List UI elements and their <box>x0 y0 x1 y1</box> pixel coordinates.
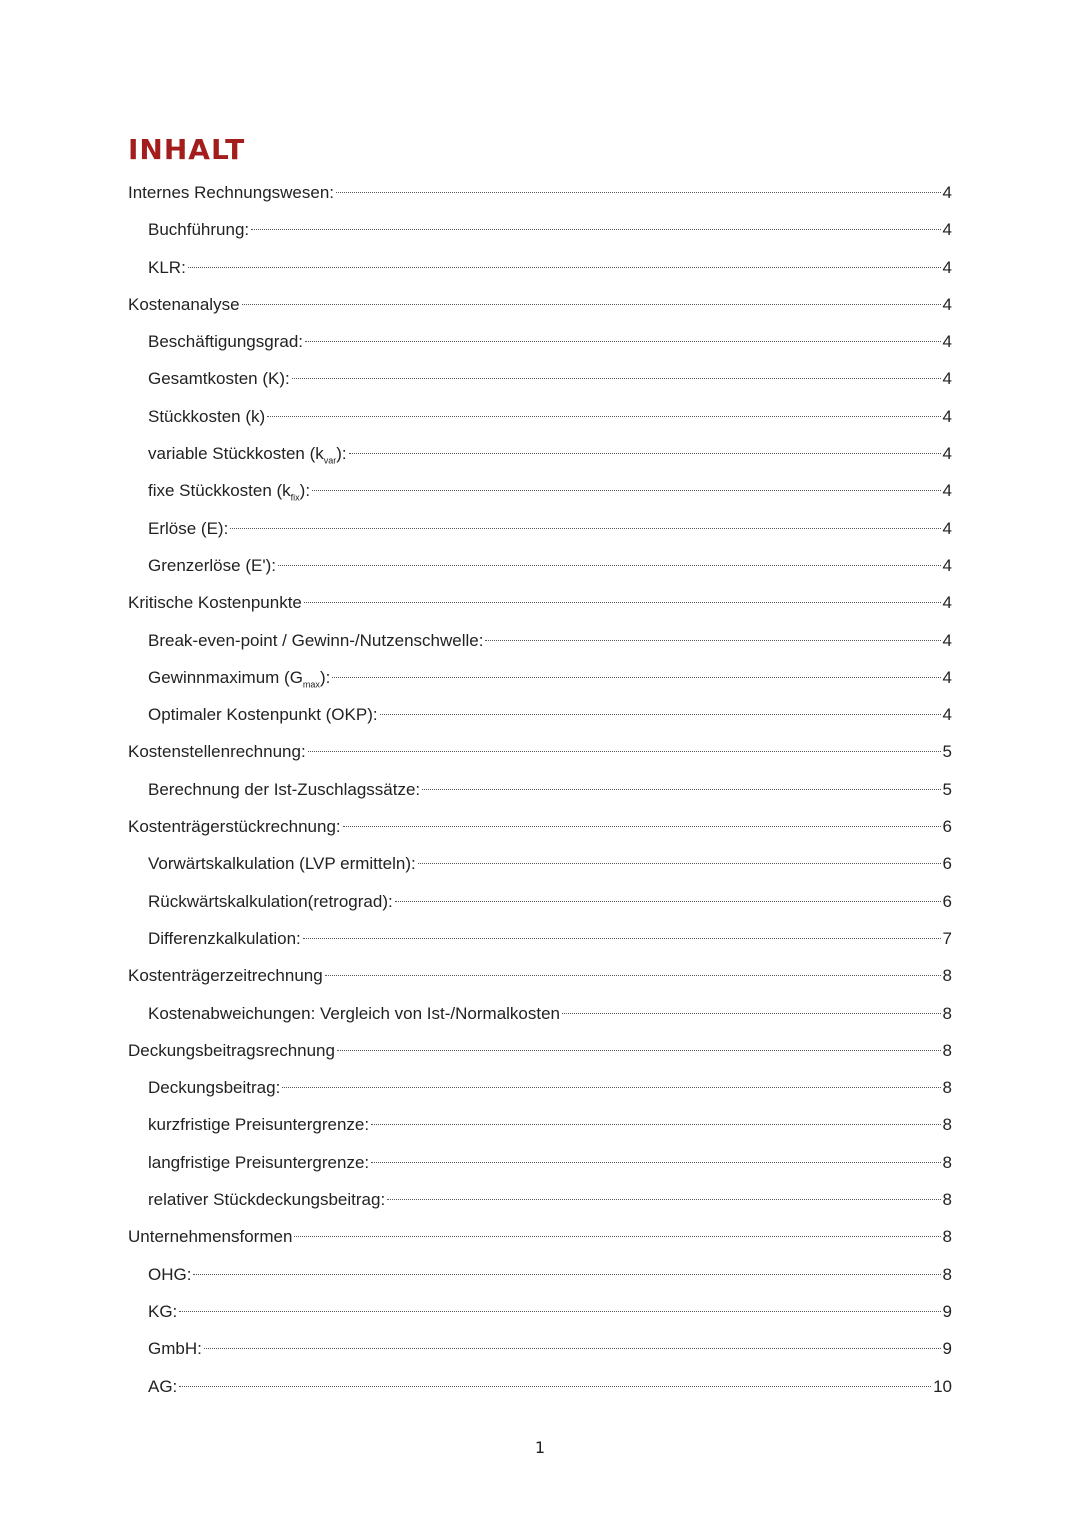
table-of-contents <box>128 174 952 1405</box>
toc-entry-page: 8 <box>942 1152 952 1172</box>
toc-dot-leader <box>267 415 940 417</box>
toc-entry-text: Kostenabweichungen: Vergleich von Ist-/Normalkosten <box>148 1003 561 1023</box>
toc-entry-text: GmbH: <box>148 1339 202 1359</box>
toc-entry-page: 6 <box>942 854 952 874</box>
toc-entry[interactable] <box>128 249 952 286</box>
toc-entry-text: Kostenanalyse <box>128 294 240 314</box>
toc-entry-text: Deckungsbeitragsrechnung <box>128 1040 335 1060</box>
toc-entry[interactable] <box>128 622 952 659</box>
toc-entry-page: 4 <box>942 406 952 426</box>
toc-entry-label <box>148 1181 385 1218</box>
toc-dot-leader <box>418 862 941 864</box>
toc-entry[interactable] <box>128 845 952 882</box>
toc-entry-page: 5 <box>942 779 952 799</box>
toc-entry-label <box>148 1144 369 1181</box>
toc-entry-label <box>148 845 416 882</box>
toc-entry-page: 8 <box>942 1078 952 1098</box>
toc-entry-page: 4 <box>942 667 952 687</box>
toc-entry-text: KLR: <box>148 257 186 277</box>
toc-entry-label <box>148 398 265 435</box>
toc-entry[interactable] <box>128 920 952 957</box>
toc-entry-page: 8 <box>942 966 952 986</box>
toc-entry-text: KG: <box>148 1301 178 1321</box>
toc-entry[interactable] <box>128 1218 952 1255</box>
toc-entry-label <box>148 211 249 248</box>
toc-entry[interactable] <box>128 211 952 248</box>
toc-dot-leader <box>242 303 941 305</box>
toc-dot-leader <box>395 900 941 902</box>
toc-entry-page: 4 <box>942 555 952 575</box>
toc-entry-page: 4 <box>942 369 952 389</box>
toc-entry-page: 8 <box>942 1227 952 1247</box>
toc-entry-label <box>128 957 323 994</box>
toc-entry-text: Unternehmensformen <box>128 1227 293 1247</box>
toc-entry-label <box>148 360 290 397</box>
toc-dot-leader <box>193 1273 940 1275</box>
toc-entry-page: 4 <box>942 481 952 501</box>
toc-entry-page: 4 <box>942 630 952 650</box>
toc-entry-label <box>128 1218 292 1255</box>
toc-entry[interactable] <box>128 323 952 360</box>
toc-entry-label <box>128 733 306 770</box>
toc-entry-label <box>148 1256 191 1293</box>
toc-entry-page: 4 <box>942 444 952 464</box>
toc-entry[interactable] <box>128 1144 952 1181</box>
toc-entry-page: 4 <box>942 518 952 538</box>
toc-entry-label <box>148 249 186 286</box>
toc-entry-subscript: max <box>302 679 320 690</box>
toc-entry[interactable] <box>128 547 952 584</box>
toc-entry-text-tail: ): <box>299 481 311 501</box>
toc-entry-text: Berechnung der Ist-Zuschlagssätze: <box>148 779 421 799</box>
toc-entry-text: relativer Stückdeckungsbeitrag: <box>148 1190 386 1210</box>
toc-entry-text: Differenzkalkulation: <box>148 928 301 948</box>
toc-entry-label <box>128 174 334 211</box>
page-number: 1 <box>534 1438 546 1457</box>
toc-dot-leader <box>230 527 940 529</box>
toc-entry[interactable] <box>128 1368 952 1405</box>
toc-entry[interactable] <box>128 957 952 994</box>
toc-entry-label <box>148 1368 177 1405</box>
toc-entry-text: Deckungsbeitrag: <box>148 1078 281 1098</box>
toc-dot-leader <box>325 974 941 976</box>
toc-dot-leader <box>304 601 941 603</box>
toc-dot-leader <box>312 489 940 491</box>
toc-entry-page: 9 <box>942 1339 952 1359</box>
toc-entry-label <box>148 995 560 1032</box>
toc-entry-label <box>128 286 240 323</box>
toc-entry-text: fixe Stückkosten (k <box>148 481 291 501</box>
toc-entry-label <box>148 883 393 920</box>
toc-entry-page: 4 <box>942 220 952 240</box>
toc-entry[interactable] <box>128 286 952 323</box>
toc-entry-text: OHG: <box>148 1264 192 1284</box>
toc-entry-text: Rückwärtskalkulation(retrograd): <box>148 891 393 911</box>
toc-dot-leader <box>562 1012 941 1014</box>
toc-entry-page: 5 <box>942 742 952 762</box>
toc-entry-page: 6 <box>942 891 952 911</box>
toc-entry-page: 8 <box>942 1190 952 1210</box>
toc-entry-page: 8 <box>942 1003 952 1023</box>
toc-entry[interactable] <box>128 696 952 733</box>
toc-dot-leader <box>251 228 940 230</box>
toc-entry-page: 4 <box>942 294 952 314</box>
toc-entry-label <box>148 696 378 733</box>
toc-entry-page: 4 <box>942 705 952 725</box>
toc-entry-page: 9 <box>942 1301 952 1321</box>
toc-dot-leader <box>282 1086 940 1088</box>
toc-entry-page: 6 <box>942 817 952 837</box>
toc-entry[interactable] <box>128 1181 952 1218</box>
toc-entry-text: Stückkosten (k) <box>148 406 266 426</box>
toc-dot-leader <box>179 1310 940 1312</box>
toc-entry[interactable] <box>128 883 952 920</box>
toc-entry-text: Kostenträgerzeitrechnung <box>128 966 323 986</box>
toc-entry-text: Erlöse (E): <box>148 518 229 538</box>
toc-entry-text: Beschäftigungsgrad: <box>148 332 303 352</box>
toc-entry-text: Break-even-point / Gewinn-/Nutzenschwelle: <box>148 630 484 650</box>
toc-dot-leader <box>349 452 941 454</box>
toc-dot-leader <box>204 1347 941 1349</box>
toc-entry[interactable] <box>128 398 952 435</box>
toc-entry[interactable] <box>128 808 952 845</box>
toc-dot-leader <box>294 1235 940 1237</box>
toc-entry[interactable] <box>128 771 952 808</box>
toc-entry[interactable] <box>128 1293 952 1330</box>
toc-entry-label <box>128 584 302 621</box>
toc-entry-page: 8 <box>942 1040 952 1060</box>
toc-entry[interactable] <box>128 659 952 696</box>
toc-entry-page: 4 <box>942 332 952 352</box>
toc-dot-leader <box>387 1198 940 1200</box>
toc-entry-text: Grenzerlöse (E'): <box>148 555 276 575</box>
toc-dot-leader <box>332 676 940 678</box>
toc-dot-leader <box>371 1123 940 1125</box>
toc-entry-text: Optimaler Kostenpunkt (OKP): <box>148 705 378 725</box>
toc-entry[interactable] <box>128 1330 952 1367</box>
toc-entry[interactable] <box>128 995 952 1032</box>
toc-entry-text: Vorwärtskalkulation (LVP ermitteln): <box>148 854 416 874</box>
toc-entry-page: 8 <box>942 1115 952 1135</box>
toc-dot-leader <box>337 1049 941 1051</box>
toc-entry[interactable] <box>128 733 952 770</box>
toc-entry-page: 8 <box>942 1264 952 1284</box>
toc-dot-leader <box>308 750 941 752</box>
toc-entry-page: 10 <box>933 1376 952 1396</box>
toc-dot-leader <box>292 377 941 379</box>
toc-entry-page: 4 <box>942 593 952 613</box>
toc-entry[interactable] <box>128 360 952 397</box>
page-title: INHALT <box>128 133 246 166</box>
toc-entry-label <box>148 1106 369 1143</box>
toc-entry-text: Kostenstellenrechnung: <box>128 742 306 762</box>
toc-entry-label <box>128 808 341 845</box>
toc-entry[interactable] <box>128 1256 952 1293</box>
toc-dot-leader <box>485 639 940 641</box>
toc-entry-text: Gesamtkosten (K): <box>148 369 290 389</box>
toc-dot-leader <box>343 825 941 827</box>
toc-entry-text-tail: ): <box>319 667 331 687</box>
toc-entry-label <box>148 1293 177 1330</box>
toc-entry-label <box>148 547 276 584</box>
toc-dot-leader <box>179 1385 931 1387</box>
toc-entry-label <box>148 622 483 659</box>
toc-entry[interactable] <box>128 435 952 472</box>
toc-entry-text: Buchführung: <box>148 220 250 240</box>
toc-entry-page: 4 <box>942 183 952 202</box>
toc-dot-leader <box>278 564 941 566</box>
toc-dot-leader <box>422 788 940 790</box>
toc-entry-text-tail: ): <box>336 444 347 464</box>
toc-entry[interactable] <box>128 472 952 509</box>
toc-entry-text: variable Stückkosten (k <box>148 444 324 464</box>
toc-entry-text: Internes Rechnungswesen: <box>128 183 335 202</box>
toc-dot-leader <box>371 1161 940 1163</box>
toc-entry-label <box>148 1330 202 1367</box>
toc-entry-label <box>128 1032 335 1069</box>
toc-entry-page: 7 <box>942 928 952 948</box>
toc-dot-leader <box>380 713 941 715</box>
toc-dot-leader <box>188 266 941 268</box>
toc-entry-text: Gewinnmaximum (G <box>148 667 303 687</box>
toc-entry-text: Kritische Kostenpunkte <box>128 593 302 613</box>
toc-entry[interactable] <box>128 1032 952 1069</box>
toc-entry-subscript: fix <box>290 492 300 503</box>
toc-dot-leader <box>336 191 941 193</box>
toc-entry[interactable] <box>128 584 952 621</box>
toc-dot-leader <box>305 340 941 342</box>
toc-dot-leader <box>303 937 941 939</box>
toc-entry-label <box>148 920 301 957</box>
toc-entry-page: 4 <box>942 257 952 277</box>
toc-entry[interactable] <box>128 1106 952 1143</box>
toc-entry-text: kurzfristige Preisuntergrenze: <box>148 1115 370 1135</box>
toc-entry[interactable] <box>128 1069 952 1106</box>
toc-entry-label <box>148 771 420 808</box>
toc-entry-label <box>148 510 228 547</box>
toc-entry[interactable] <box>128 174 952 211</box>
toc-entry-subscript: var <box>323 455 337 466</box>
toc-entry-label <box>148 323 303 360</box>
toc-entry-label <box>148 1069 280 1106</box>
toc-entry-text: Kostenträgerstückrechnung: <box>128 817 341 837</box>
toc-entry-text: langfristige Preisuntergrenze: <box>148 1152 370 1172</box>
toc-entry-text: AG: <box>148 1376 178 1396</box>
